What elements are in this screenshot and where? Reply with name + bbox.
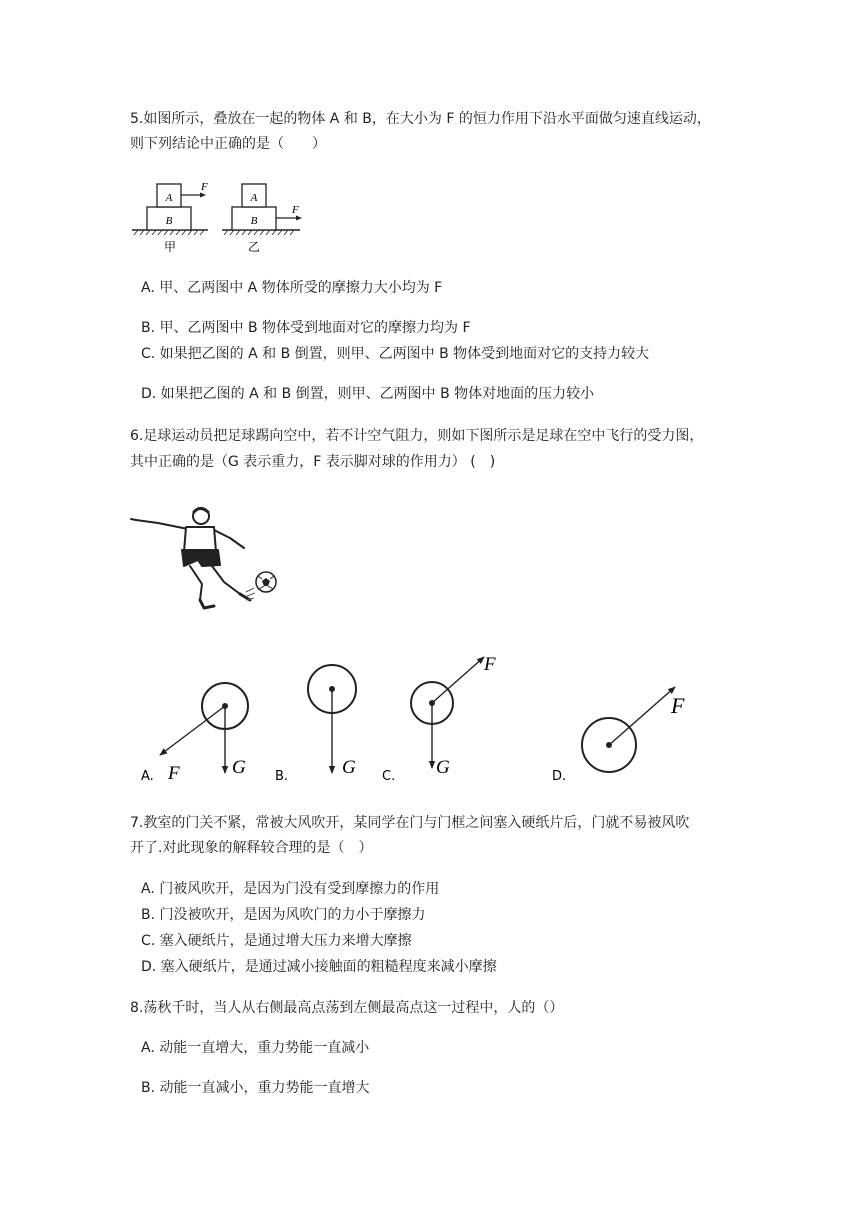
q7-option-c: C. 塞入硬纸片，是通过增大压力来增大摩擦 — [141, 933, 412, 949]
yi-caption: 乙 — [248, 240, 261, 254]
soccer-player-illustration — [128, 500, 283, 615]
jia-label-a: A — [165, 192, 173, 204]
diagram-b-choice: B. — [275, 769, 289, 784]
diagram-a-label-f: F — [168, 763, 180, 784]
diagram-a-choice: A. — [141, 769, 154, 784]
diagram-d-choice: D. — [552, 769, 567, 784]
q5-option-c: C. 如果把乙图的 A 和 B 倒置，则甲、乙两图中 B 物体受到地面对它的支持力较大 — [141, 346, 650, 362]
diagram-c — [382, 654, 496, 784]
yi-force-label: F — [292, 204, 299, 216]
jia-label-b: B — [165, 215, 173, 227]
diagram-d — [552, 687, 685, 784]
q5-block-figure — [128, 174, 310, 256]
q7-option-b: B. 门没被吹开，是因为风吹门的力小于摩擦力 — [141, 907, 426, 923]
diagram-a-label-g: G — [232, 757, 246, 778]
q7-option-a: A. 门被风吹开，是因为门没有受到摩擦力的作用 — [141, 881, 440, 897]
q6-force-diagram-options — [130, 645, 710, 790]
q5-stem-line1: 5.如图所示，叠放在一起的物体 A 和 B，在大小为 F 的恒力作用下沿水平面做匀速直线运动， — [130, 111, 711, 127]
q7-option-d: D. 塞入硬纸片，是通过减小接触面的粗糙程度来减小摩擦 — [141, 959, 497, 975]
diagram-d-label-f: F — [671, 693, 685, 718]
q8-stem: 8.荡秋千时，当人从右侧最高点荡到左侧最高点这一过程中，人的（） — [130, 1000, 564, 1016]
diagram-c-choice: C. — [382, 769, 396, 784]
jia-force-label: F — [201, 181, 208, 193]
diagram-c-label-f: F — [484, 654, 496, 675]
q6-stem-line1: 6.足球运动员把足球踢向空中，若不计空气阻力，则如下图所示是足球在空中飞行的受力图， — [130, 428, 704, 444]
q5-stem-line2: 则下列结论中正确的是（ ） — [130, 136, 326, 152]
q5-option-a: A. 甲、乙两图中 A 物体所受的摩擦力大小均为 F — [141, 280, 443, 296]
q5-option-b: B. 甲、乙两图中 B 物体受到地面对它的摩擦力均为 F — [141, 320, 471, 336]
jia-caption: 甲 — [164, 240, 177, 254]
diagram-b — [275, 665, 356, 784]
q8-option-a: A. 动能一直增大，重力势能一直减小 — [141, 1040, 370, 1056]
q8-option-b: B. 动能一直减小，重力势能一直增大 — [141, 1080, 370, 1096]
q6-stem-line2: 其中正确的是（G 表示重力，F 表示脚对球的作用力） ( ) — [130, 454, 496, 470]
q5-option-d: D. 如果把乙图的 A 和 B 倒置，则甲、乙两图中 B 物体对地面的压力较小 — [141, 386, 595, 402]
diagram-a — [141, 683, 248, 784]
yi-label-b: B — [250, 215, 258, 227]
q7-stem-line2: 开了.对此现象的解释较合理的是（ ） — [130, 840, 373, 856]
yi-label-a: A — [250, 192, 258, 204]
diagram-c-label-g: G — [436, 757, 450, 778]
diagram-b-label-g: G — [342, 757, 356, 778]
q7-stem-line1: 7.教室的门关不紧，常被大风吹开，某同学在门与门框之间塞入硬纸片后，门就不易被风吹 — [130, 815, 690, 831]
